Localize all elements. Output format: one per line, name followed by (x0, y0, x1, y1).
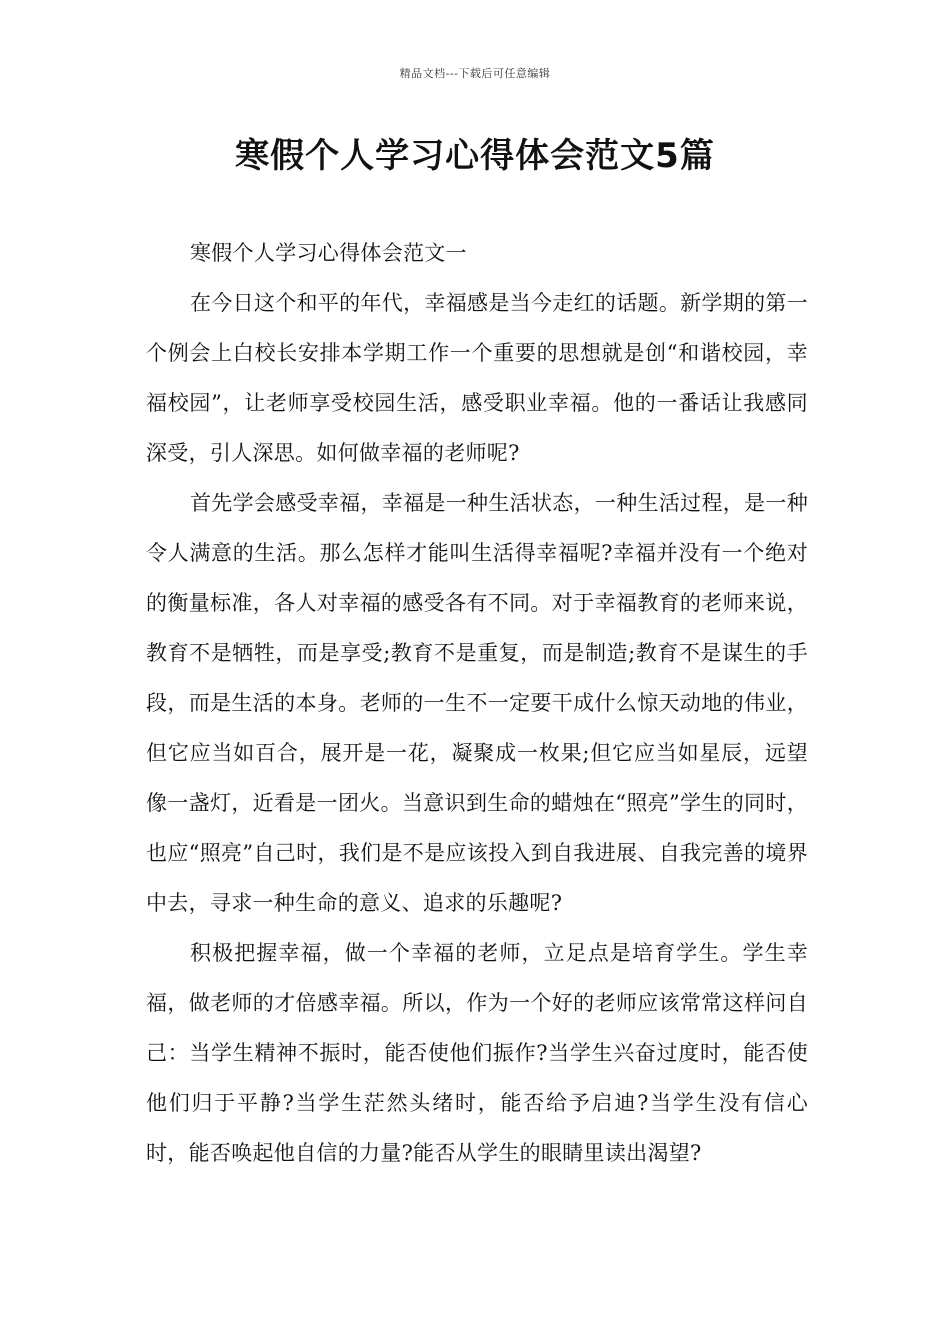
section-heading: 寒假个人学习心得体会范文一 (190, 241, 467, 265)
paragraph-3: 积极把握幸福，做一个幸福的老师，立足点是培育学生。学生幸福，做老师的才倍感幸福。所以，作为一个好的老师应该常常这样问自己：当学生精神不振时，能否使他们振作?当学生兴奋过度时，能否使他们归于平静?当学生茫然头绪时，能否给予启迪?当学生没有信心时，能否唤起他自信的力量?能否从学生的眼睛里读出渴望? (146, 941, 808, 1165)
paragraph-1: 在今日这个和平的年代，幸福感是当今走红的话题。新学期的第一个例会上白校长安排本学期工作一个重要的思想就是创“和谐校园，幸福校园”，让老师享受校园生活，感受职业幸福。他的一番话让我感同深受，引人深思。如何做幸福的老师呢? (146, 291, 808, 465)
header-note: 精品文档---下载后可任意编辑 (399, 67, 551, 80)
paragraph-2: 首先学会感受幸福，幸福是一种生活状态，一种生活过程，是一种令人满意的生活。那么怎样才能叫生活得幸福呢?幸福并没有一个绝对的衡量标准，各人对幸福的感受各有不同。对于幸福教育的老师来说，教育不是牺牲，而是享受;教育不是重复，而是制造;教育不是谋生的手段，而是生活的本身。老师的一生不一定要干成什么惊天动地的伟业，但它应当如百合，展开是一花，凝聚成一枚果;但它应当如星辰，远望像一盏灯，近看是一团火。当意识到生命的蜡烛在“照亮”学生的同时，也应“照亮”自己时，我们是不是应该投入到自我进展、自我完善的境界中去，寻求一种生命的意义、追求的乐趣呢? (146, 491, 808, 915)
document-body (146, 228, 808, 1178)
document-title: 寒假个人学习心得体会范文5篇 (235, 136, 715, 176)
